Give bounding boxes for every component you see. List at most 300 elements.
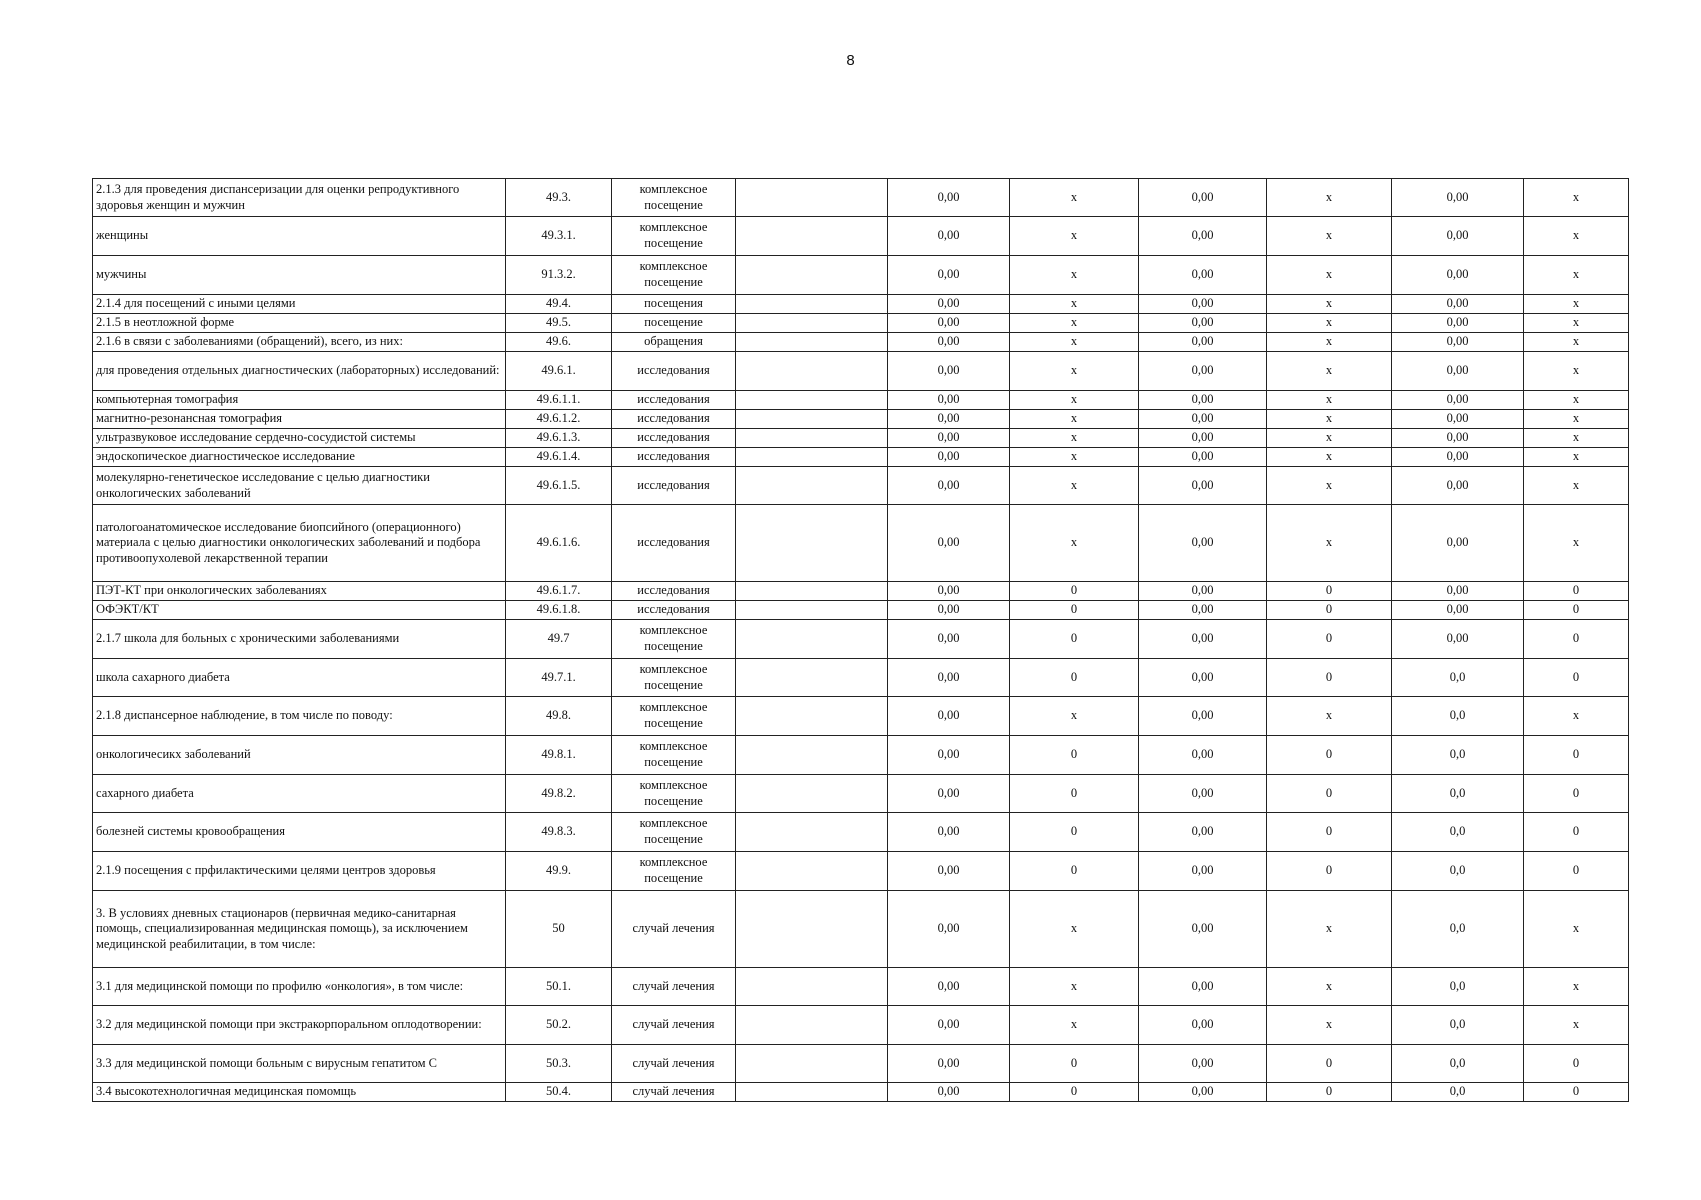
row-value-1-cell: 0,00 bbox=[888, 333, 1010, 352]
row-value-5-cell: 0,0 bbox=[1392, 968, 1524, 1006]
row-value-5-cell: 0,0 bbox=[1392, 775, 1524, 813]
row-value-2-cell: x bbox=[1010, 410, 1139, 429]
row-value-3-cell: 0,00 bbox=[1139, 1045, 1267, 1083]
row-value-4-cell: 0 bbox=[1267, 659, 1392, 697]
row-value-6-cell: x bbox=[1524, 352, 1629, 391]
row-value-2-cell: x bbox=[1010, 467, 1139, 505]
row-value-4-cell: x bbox=[1267, 968, 1392, 1006]
table-row bbox=[93, 295, 1629, 314]
row-unit-cell: исследования bbox=[612, 505, 736, 582]
table-row bbox=[93, 813, 1629, 852]
row-unit-cell: посещение bbox=[612, 314, 736, 333]
row-value-6-cell: 0 bbox=[1524, 582, 1629, 601]
row-value-4-cell: x bbox=[1267, 505, 1392, 582]
row-unit-cell: случай лечения bbox=[612, 1083, 736, 1102]
row-value-5-cell: 0,00 bbox=[1392, 333, 1524, 352]
row-value-2-cell: x bbox=[1010, 448, 1139, 467]
row-value-3-cell: 0,00 bbox=[1139, 448, 1267, 467]
row-value-4-cell: x bbox=[1267, 333, 1392, 352]
row-unit-cell: исследования bbox=[612, 448, 736, 467]
row-name-cell: ОФЭКТ/КТ bbox=[93, 601, 506, 620]
row-value-6-cell: x bbox=[1524, 333, 1629, 352]
table-row bbox=[93, 852, 1629, 891]
row-value-1-cell: 0,00 bbox=[888, 391, 1010, 410]
row-name-cell: магнитно-резонансная томография bbox=[93, 410, 506, 429]
row-value-2-cell: x bbox=[1010, 256, 1139, 295]
table-row bbox=[93, 775, 1629, 813]
row-value-2-cell: x bbox=[1010, 1006, 1139, 1045]
row-value-6-cell: x bbox=[1524, 429, 1629, 448]
row-unit-cell: исследования bbox=[612, 352, 736, 391]
row-code-cell: 49.6.1.3. bbox=[506, 429, 612, 448]
row-value-5-cell: 0,0 bbox=[1392, 659, 1524, 697]
row-unit-cell: исследования bbox=[612, 467, 736, 505]
row-code-cell: 49.8.2. bbox=[506, 775, 612, 813]
row-value-5-cell: 0,00 bbox=[1392, 391, 1524, 410]
row-value-1-cell: 0,00 bbox=[888, 813, 1010, 852]
table-row bbox=[93, 1083, 1629, 1102]
row-value-2-cell: x bbox=[1010, 891, 1139, 968]
row-value-2-cell: x bbox=[1010, 295, 1139, 314]
row-unit-cell: комплексное посещение bbox=[612, 736, 736, 775]
row-value-1-cell: 0,00 bbox=[888, 295, 1010, 314]
row-value-1-cell: 0,00 bbox=[888, 1045, 1010, 1083]
row-value-5-cell: 0,0 bbox=[1392, 736, 1524, 775]
row-value-5-cell: 0,0 bbox=[1392, 813, 1524, 852]
row-value-2-cell: x bbox=[1010, 352, 1139, 391]
row-value-6-cell: x bbox=[1524, 467, 1629, 505]
row-value-4-cell: x bbox=[1267, 256, 1392, 295]
row-value-6-cell: 0 bbox=[1524, 736, 1629, 775]
row-name-cell: болезней системы кровообращения bbox=[93, 813, 506, 852]
row-value-2-cell: x bbox=[1010, 179, 1139, 217]
row-name-cell: компьютерная томография bbox=[93, 391, 506, 410]
row-empty-cell bbox=[736, 968, 888, 1006]
table-row bbox=[93, 582, 1629, 601]
row-empty-cell bbox=[736, 179, 888, 217]
row-value-4-cell: x bbox=[1267, 467, 1392, 505]
row-value-6-cell: x bbox=[1524, 448, 1629, 467]
row-code-cell: 49.6.1.1. bbox=[506, 391, 612, 410]
row-code-cell: 49.6. bbox=[506, 333, 612, 352]
row-empty-cell bbox=[736, 505, 888, 582]
row-value-5-cell: 0,0 bbox=[1392, 1006, 1524, 1045]
table-row bbox=[93, 1045, 1629, 1083]
row-code-cell: 49.8.1. bbox=[506, 736, 612, 775]
table-row bbox=[93, 1006, 1629, 1045]
row-value-5-cell: 0,00 bbox=[1392, 429, 1524, 448]
row-unit-cell: исследования bbox=[612, 391, 736, 410]
row-empty-cell bbox=[736, 467, 888, 505]
row-empty-cell bbox=[736, 448, 888, 467]
row-value-5-cell: 0,00 bbox=[1392, 179, 1524, 217]
row-value-2-cell: x bbox=[1010, 429, 1139, 448]
row-value-2-cell: 0 bbox=[1010, 813, 1139, 852]
row-value-1-cell: 0,00 bbox=[888, 1006, 1010, 1045]
row-unit-cell: исследования bbox=[612, 601, 736, 620]
row-code-cell: 49.5. bbox=[506, 314, 612, 333]
row-value-6-cell: x bbox=[1524, 1006, 1629, 1045]
row-value-1-cell: 0,00 bbox=[888, 352, 1010, 391]
row-code-cell: 49.6.1.4. bbox=[506, 448, 612, 467]
row-value-6-cell: x bbox=[1524, 968, 1629, 1006]
row-code-cell: 49.6.1.8. bbox=[506, 601, 612, 620]
row-value-1-cell: 0,00 bbox=[888, 620, 1010, 659]
row-value-2-cell: 0 bbox=[1010, 1045, 1139, 1083]
table-row bbox=[93, 391, 1629, 410]
row-value-1-cell: 0,00 bbox=[888, 775, 1010, 813]
row-code-cell: 50.1. bbox=[506, 968, 612, 1006]
row-value-4-cell: 0 bbox=[1267, 852, 1392, 891]
table-row bbox=[93, 891, 1629, 968]
row-value-4-cell: 0 bbox=[1267, 601, 1392, 620]
row-value-3-cell: 0,00 bbox=[1139, 813, 1267, 852]
row-name-cell: молекулярно-генетическое исследование с целью диагностики онкологических заболеваний bbox=[93, 467, 506, 505]
row-value-1-cell: 0,00 bbox=[888, 256, 1010, 295]
row-value-3-cell: 0,00 bbox=[1139, 659, 1267, 697]
row-code-cell: 49.6.1. bbox=[506, 352, 612, 391]
table-row bbox=[93, 429, 1629, 448]
row-code-cell: 91.3.2. bbox=[506, 256, 612, 295]
row-value-6-cell: 0 bbox=[1524, 659, 1629, 697]
row-value-4-cell: x bbox=[1267, 697, 1392, 736]
row-empty-cell bbox=[736, 1045, 888, 1083]
row-value-6-cell: 0 bbox=[1524, 1045, 1629, 1083]
row-empty-cell bbox=[736, 333, 888, 352]
row-empty-cell bbox=[736, 697, 888, 736]
row-value-6-cell: 0 bbox=[1524, 775, 1629, 813]
row-value-1-cell: 0,00 bbox=[888, 429, 1010, 448]
row-value-4-cell: x bbox=[1267, 295, 1392, 314]
row-value-5-cell: 0,00 bbox=[1392, 620, 1524, 659]
row-value-5-cell: 0,0 bbox=[1392, 891, 1524, 968]
row-name-cell: школа сахарного диабета bbox=[93, 659, 506, 697]
row-value-2-cell: 0 bbox=[1010, 659, 1139, 697]
row-value-3-cell: 0,00 bbox=[1139, 352, 1267, 391]
row-name-cell: ультразвуковое исследование сердечно-сосудистой системы bbox=[93, 429, 506, 448]
table-row bbox=[93, 968, 1629, 1006]
row-code-cell: 49.8. bbox=[506, 697, 612, 736]
row-value-2-cell: x bbox=[1010, 968, 1139, 1006]
page-number: 8 bbox=[846, 52, 855, 69]
row-value-2-cell: x bbox=[1010, 217, 1139, 256]
row-name-cell: ПЭТ-КТ при онкологических заболеваниях bbox=[93, 582, 506, 601]
table-body bbox=[93, 179, 1629, 1102]
row-name-cell: сахарного диабета bbox=[93, 775, 506, 813]
row-empty-cell bbox=[736, 1006, 888, 1045]
table-row bbox=[93, 256, 1629, 295]
row-value-2-cell: 0 bbox=[1010, 1083, 1139, 1102]
table-row bbox=[93, 467, 1629, 505]
row-name-cell: 2.1.6 в связи с заболеваниями (обращений), всего, из них: bbox=[93, 333, 506, 352]
row-value-5-cell: 0,00 bbox=[1392, 256, 1524, 295]
row-empty-cell bbox=[736, 217, 888, 256]
row-empty-cell bbox=[736, 620, 888, 659]
row-value-6-cell: x bbox=[1524, 295, 1629, 314]
table-row bbox=[93, 314, 1629, 333]
row-value-3-cell: 0,00 bbox=[1139, 295, 1267, 314]
row-value-2-cell: x bbox=[1010, 697, 1139, 736]
row-value-3-cell: 0,00 bbox=[1139, 582, 1267, 601]
table-row bbox=[93, 352, 1629, 391]
row-value-4-cell: x bbox=[1267, 179, 1392, 217]
row-value-2-cell: 0 bbox=[1010, 601, 1139, 620]
row-name-cell: 3. В условиях дневных стационаров (первичная медико-санитарная помощь, специализированная медицинская помощь), за исключением медицинской реабилитации, в том числе: bbox=[93, 891, 506, 968]
row-unit-cell: комплексное посещение bbox=[612, 659, 736, 697]
row-value-2-cell: 0 bbox=[1010, 582, 1139, 601]
row-empty-cell bbox=[736, 295, 888, 314]
row-name-cell: 3.3 для медицинской помощи больным с вирусным гепатитом С bbox=[93, 1045, 506, 1083]
row-name-cell: мужчины bbox=[93, 256, 506, 295]
row-value-6-cell: x bbox=[1524, 505, 1629, 582]
row-value-1-cell: 0,00 bbox=[888, 448, 1010, 467]
row-value-3-cell: 0,00 bbox=[1139, 179, 1267, 217]
row-name-cell: 2.1.3 для проведения диспансеризации для оценки репродуктивного здоровья женщин и мужчин bbox=[93, 179, 506, 217]
row-empty-cell bbox=[736, 736, 888, 775]
row-value-6-cell: x bbox=[1524, 697, 1629, 736]
table-row bbox=[93, 659, 1629, 697]
row-code-cell: 49.6.1.6. bbox=[506, 505, 612, 582]
row-name-cell: 3.2 для медицинской помощи при экстракорпоральном оплодотворении: bbox=[93, 1006, 506, 1045]
row-code-cell: 49.6.1.2. bbox=[506, 410, 612, 429]
row-value-3-cell: 0,00 bbox=[1139, 391, 1267, 410]
row-value-3-cell: 0,00 bbox=[1139, 256, 1267, 295]
row-name-cell: 2.1.7 школа для больных с хроническими заболеваниями bbox=[93, 620, 506, 659]
row-value-2-cell: x bbox=[1010, 314, 1139, 333]
row-value-4-cell: x bbox=[1267, 410, 1392, 429]
row-value-1-cell: 0,00 bbox=[888, 891, 1010, 968]
row-code-cell: 49.7.1. bbox=[506, 659, 612, 697]
row-name-cell: для проведения отдельных диагностических (лабораторных) исследований: bbox=[93, 352, 506, 391]
row-value-3-cell: 0,00 bbox=[1139, 333, 1267, 352]
row-value-1-cell: 0,00 bbox=[888, 852, 1010, 891]
row-value-3-cell: 0,00 bbox=[1139, 891, 1267, 968]
row-unit-cell: исследования bbox=[612, 410, 736, 429]
row-value-3-cell: 0,00 bbox=[1139, 620, 1267, 659]
row-name-cell: 2.1.9 посещения с прфилактическими целями центров здоровья bbox=[93, 852, 506, 891]
row-empty-cell bbox=[736, 582, 888, 601]
row-value-6-cell: x bbox=[1524, 391, 1629, 410]
table-row bbox=[93, 217, 1629, 256]
row-value-6-cell: x bbox=[1524, 256, 1629, 295]
row-name-cell: 3.1 для медицинской помощи по профилю «онкология», в том числе: bbox=[93, 968, 506, 1006]
row-value-5-cell: 0,00 bbox=[1392, 467, 1524, 505]
row-empty-cell bbox=[736, 813, 888, 852]
row-code-cell: 49.9. bbox=[506, 852, 612, 891]
row-value-2-cell: 0 bbox=[1010, 736, 1139, 775]
row-value-2-cell: 0 bbox=[1010, 620, 1139, 659]
row-value-1-cell: 0,00 bbox=[888, 217, 1010, 256]
row-code-cell: 49.4. bbox=[506, 295, 612, 314]
row-value-4-cell: 0 bbox=[1267, 1083, 1392, 1102]
row-unit-cell: исследования bbox=[612, 429, 736, 448]
row-unit-cell: случай лечения bbox=[612, 1006, 736, 1045]
row-value-6-cell: x bbox=[1524, 410, 1629, 429]
row-value-6-cell: 0 bbox=[1524, 813, 1629, 852]
row-value-1-cell: 0,00 bbox=[888, 1083, 1010, 1102]
row-value-2-cell: 0 bbox=[1010, 775, 1139, 813]
row-value-3-cell: 0,00 bbox=[1139, 429, 1267, 448]
row-code-cell: 49.3. bbox=[506, 179, 612, 217]
row-unit-cell: комплексное посещение bbox=[612, 852, 736, 891]
row-value-5-cell: 0,00 bbox=[1392, 601, 1524, 620]
row-value-1-cell: 0,00 bbox=[888, 582, 1010, 601]
row-value-4-cell: 0 bbox=[1267, 736, 1392, 775]
row-name-cell: 2.1.8 диспансерное наблюдение, в том числе по поводу: bbox=[93, 697, 506, 736]
row-value-5-cell: 0,00 bbox=[1392, 410, 1524, 429]
row-empty-cell bbox=[736, 852, 888, 891]
row-value-4-cell: x bbox=[1267, 429, 1392, 448]
row-name-cell: онкологичесикх заболеваний bbox=[93, 736, 506, 775]
row-name-cell: 2.1.4 для посещений с иными целями bbox=[93, 295, 506, 314]
row-code-cell: 49.3.1. bbox=[506, 217, 612, 256]
table-row bbox=[93, 179, 1629, 217]
row-value-3-cell: 0,00 bbox=[1139, 1083, 1267, 1102]
table-row bbox=[93, 620, 1629, 659]
row-value-6-cell: 0 bbox=[1524, 1083, 1629, 1102]
row-value-1-cell: 0,00 bbox=[888, 314, 1010, 333]
row-value-4-cell: x bbox=[1267, 217, 1392, 256]
row-empty-cell bbox=[736, 775, 888, 813]
row-value-5-cell: 0,00 bbox=[1392, 217, 1524, 256]
row-name-cell: патологоанатомическое исследование биопсийного (операционного) материала с целью диагностики онкологических заболеваний и подбора противоопухолевой лекарственной терапии bbox=[93, 505, 506, 582]
row-value-6-cell: 0 bbox=[1524, 601, 1629, 620]
row-value-4-cell: 0 bbox=[1267, 1045, 1392, 1083]
row-value-3-cell: 0,00 bbox=[1139, 217, 1267, 256]
row-value-4-cell: 0 bbox=[1267, 582, 1392, 601]
row-value-1-cell: 0,00 bbox=[888, 659, 1010, 697]
row-value-1-cell: 0,00 bbox=[888, 179, 1010, 217]
table-row bbox=[93, 601, 1629, 620]
row-value-3-cell: 0,00 bbox=[1139, 775, 1267, 813]
row-name-cell: 2.1.5 в неотложной форме bbox=[93, 314, 506, 333]
row-value-1-cell: 0,00 bbox=[888, 697, 1010, 736]
row-value-2-cell: x bbox=[1010, 505, 1139, 582]
row-value-1-cell: 0,00 bbox=[888, 601, 1010, 620]
row-code-cell: 49.6.1.7. bbox=[506, 582, 612, 601]
row-value-1-cell: 0,00 bbox=[888, 736, 1010, 775]
row-name-cell: 3.4 высокотехнологичная медицинская помомщь bbox=[93, 1083, 506, 1102]
table-row bbox=[93, 410, 1629, 429]
row-empty-cell bbox=[736, 1083, 888, 1102]
row-value-4-cell: x bbox=[1267, 352, 1392, 391]
row-value-6-cell: 0 bbox=[1524, 620, 1629, 659]
row-value-3-cell: 0,00 bbox=[1139, 467, 1267, 505]
row-value-5-cell: 0,00 bbox=[1392, 582, 1524, 601]
row-value-5-cell: 0,00 bbox=[1392, 295, 1524, 314]
row-unit-cell: посещения bbox=[612, 295, 736, 314]
row-value-5-cell: 0,00 bbox=[1392, 505, 1524, 582]
row-name-cell: женщины bbox=[93, 217, 506, 256]
row-empty-cell bbox=[736, 891, 888, 968]
row-value-6-cell: x bbox=[1524, 891, 1629, 968]
row-value-5-cell: 0,00 bbox=[1392, 352, 1524, 391]
row-value-1-cell: 0,00 bbox=[888, 467, 1010, 505]
row-code-cell: 50.4. bbox=[506, 1083, 612, 1102]
row-value-4-cell: 0 bbox=[1267, 620, 1392, 659]
row-value-3-cell: 0,00 bbox=[1139, 968, 1267, 1006]
row-empty-cell bbox=[736, 314, 888, 333]
row-value-2-cell: x bbox=[1010, 391, 1139, 410]
row-value-3-cell: 0,00 bbox=[1139, 601, 1267, 620]
row-value-6-cell: x bbox=[1524, 314, 1629, 333]
row-value-4-cell: 0 bbox=[1267, 813, 1392, 852]
row-value-3-cell: 0,00 bbox=[1139, 852, 1267, 891]
row-name-cell: эндоскопическое диагностическое исследование bbox=[93, 448, 506, 467]
row-unit-cell: комплексное посещение bbox=[612, 620, 736, 659]
row-unit-cell: обращения bbox=[612, 333, 736, 352]
row-value-5-cell: 0,00 bbox=[1392, 448, 1524, 467]
row-value-3-cell: 0,00 bbox=[1139, 314, 1267, 333]
row-unit-cell: комплексное посещение bbox=[612, 179, 736, 217]
row-value-3-cell: 0,00 bbox=[1139, 736, 1267, 775]
row-value-2-cell: 0 bbox=[1010, 852, 1139, 891]
row-value-5-cell: 0,0 bbox=[1392, 1083, 1524, 1102]
row-empty-cell bbox=[736, 256, 888, 295]
row-unit-cell: комплексное посещение bbox=[612, 697, 736, 736]
row-value-3-cell: 0,00 bbox=[1139, 505, 1267, 582]
row-value-4-cell: 0 bbox=[1267, 775, 1392, 813]
row-unit-cell: комплексное посещение bbox=[612, 813, 736, 852]
row-code-cell: 49.6.1.5. bbox=[506, 467, 612, 505]
row-value-4-cell: x bbox=[1267, 891, 1392, 968]
table-row bbox=[93, 505, 1629, 582]
row-value-4-cell: x bbox=[1267, 448, 1392, 467]
row-value-2-cell: x bbox=[1010, 333, 1139, 352]
row-empty-cell bbox=[736, 659, 888, 697]
table-row bbox=[93, 448, 1629, 467]
row-unit-cell: случай лечения bbox=[612, 891, 736, 968]
row-code-cell: 49.8.3. bbox=[506, 813, 612, 852]
row-value-6-cell: x bbox=[1524, 179, 1629, 217]
row-unit-cell: случай лечения bbox=[612, 1045, 736, 1083]
row-unit-cell: комплексное посещение bbox=[612, 775, 736, 813]
row-value-4-cell: x bbox=[1267, 391, 1392, 410]
row-code-cell: 50.3. bbox=[506, 1045, 612, 1083]
row-empty-cell bbox=[736, 410, 888, 429]
row-value-5-cell: 0,0 bbox=[1392, 1045, 1524, 1083]
row-value-4-cell: x bbox=[1267, 1006, 1392, 1045]
row-code-cell: 50 bbox=[506, 891, 612, 968]
row-value-1-cell: 0,00 bbox=[888, 505, 1010, 582]
row-code-cell: 50.2. bbox=[506, 1006, 612, 1045]
row-value-6-cell: x bbox=[1524, 217, 1629, 256]
row-empty-cell bbox=[736, 429, 888, 448]
row-unit-cell: комплексное посещение bbox=[612, 256, 736, 295]
table-row bbox=[93, 697, 1629, 736]
row-value-3-cell: 0,00 bbox=[1139, 697, 1267, 736]
row-value-5-cell: 0,0 bbox=[1392, 852, 1524, 891]
row-value-5-cell: 0,00 bbox=[1392, 314, 1524, 333]
table-row bbox=[93, 333, 1629, 352]
row-value-5-cell: 0,0 bbox=[1392, 697, 1524, 736]
row-empty-cell bbox=[736, 601, 888, 620]
row-unit-cell: случай лечения bbox=[612, 968, 736, 1006]
row-value-4-cell: x bbox=[1267, 314, 1392, 333]
table-row bbox=[93, 736, 1629, 775]
row-value-6-cell: 0 bbox=[1524, 852, 1629, 891]
row-empty-cell bbox=[736, 391, 888, 410]
row-unit-cell: исследования bbox=[612, 582, 736, 601]
row-value-3-cell: 0,00 bbox=[1139, 410, 1267, 429]
row-code-cell: 49.7 bbox=[506, 620, 612, 659]
row-value-1-cell: 0,00 bbox=[888, 968, 1010, 1006]
row-value-1-cell: 0,00 bbox=[888, 410, 1010, 429]
row-unit-cell: комплексное посещение bbox=[612, 217, 736, 256]
row-empty-cell bbox=[736, 352, 888, 391]
row-value-3-cell: 0,00 bbox=[1139, 1006, 1267, 1045]
data-table bbox=[92, 178, 1629, 1102]
